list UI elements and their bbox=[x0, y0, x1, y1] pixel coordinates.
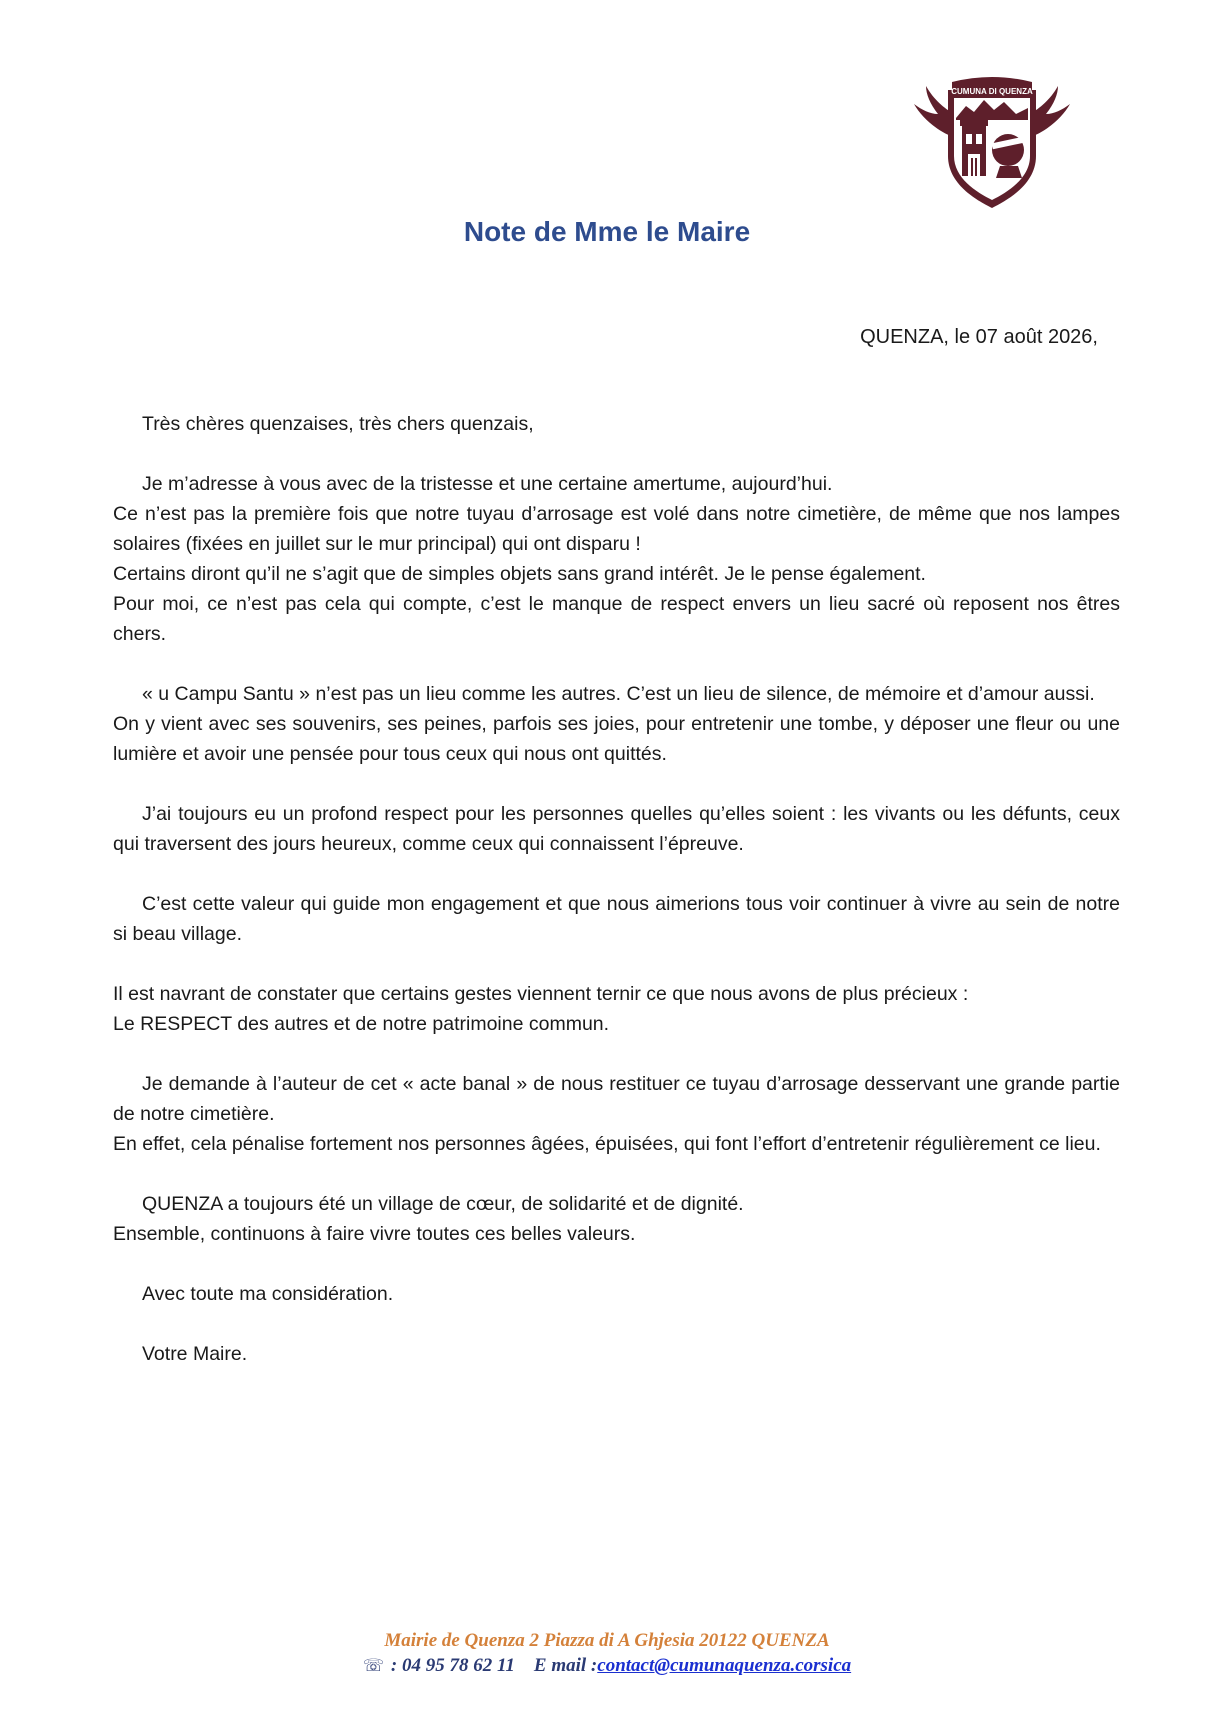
footer-contact bbox=[0, 1653, 1214, 1678]
paragraph: Je demande à l’auteur de cet « acte banal » de nous restituer ce tuyau d’arrosage desservant une grande partie de notre cimetière. bbox=[113, 1073, 1120, 1125]
paragraph: En effet, cela pénalise fortement nos personnes âgées, épuisées, qui font l’effort d’entretenir régulièrement ce lieu. bbox=[113, 1133, 1101, 1155]
paragraph: C’est cette valeur qui guide mon engagement et que nous aimerions tous voir continuer à vivre au sein de notre si beau village. bbox=[113, 893, 1120, 945]
page-title: Note de Mme le Maire bbox=[463, 216, 751, 247]
paragraph: Ce n’est pas la première fois que notre tuyau d’arrosage est volé dans notre cimetière, de même que nos lampes solaires (fixées en juillet sur le mur principal) qui ont disparu ! bbox=[113, 503, 1120, 555]
footer-phone: : 04 95 78 62 11 bbox=[390, 1655, 515, 1676]
date-line: QUENZA, le 07 août 2026, bbox=[860, 326, 1098, 348]
phone-icon: ☏ bbox=[362, 1656, 385, 1675]
paragraph: Ensemble, continuons à faire vivre toutes ces belles valeurs. bbox=[113, 1223, 636, 1245]
paragraph: Pour moi, ce n’est pas cela qui compte, c’est le manque de respect envers un lieu sacré où reposent nos êtres chers. bbox=[113, 593, 1120, 645]
paragraph: « u Campu Santu » n’est pas un lieu comme les autres. C’est un lieu de silence, de mémoire et d’amour aussi. bbox=[142, 683, 1095, 705]
paragraph: Certains diront qu’il ne s’agit que de simples objets sans grand intérêt. Je le pense également. bbox=[113, 563, 926, 585]
paragraph: J’ai toujours eu un profond respect pour les personnes quelles qu’elles soient : les vivants ou les défunts, ceux qui traversent des jours heureux, comme ceux qui connaissent l’épreuve. bbox=[113, 803, 1120, 855]
footer-address: Mairie de Quenza 2 Piazza di A Ghjesia 20122 QUENZA bbox=[384, 1630, 830, 1651]
letter-body bbox=[113, 409, 1120, 1369]
paragraph: On y vient avec ses souvenirs, ses peines, parfois ses joies, pour entretenir une tombe, y déposer une fleur ou une lumière et avoir une pensée pour tous ceux qui nous ont quittés. bbox=[113, 713, 1120, 765]
crest-banner-text: CUMUNA DI QUENZA bbox=[951, 87, 1033, 96]
paragraph: Je m’adresse à vous avec de la tristesse et une certaine amertume, aujourd’hui. bbox=[142, 473, 833, 495]
paragraph: Il est navrant de constater que certains gestes viennent ternir ce que nous avons de plus précieux : bbox=[113, 983, 969, 1005]
salutation: Très chères quenzaises, très chers quenzais, bbox=[142, 413, 534, 435]
footer bbox=[0, 1628, 1214, 1678]
footer-email-link[interactable]: contact@cumunaquenza.corsica bbox=[597, 1655, 852, 1676]
signature: Votre Maire. bbox=[142, 1343, 248, 1365]
footer-email-label: E mail : bbox=[533, 1655, 598, 1676]
paragraph: Le RESPECT des autres et de notre patrimoine commun. bbox=[113, 1013, 610, 1035]
closing: Avec toute ma considération. bbox=[142, 1283, 394, 1305]
town-crest-logo bbox=[908, 74, 1076, 212]
paragraph: QUENZA a toujours été un village de cœur, de solidarité et de dignité. bbox=[142, 1193, 744, 1215]
